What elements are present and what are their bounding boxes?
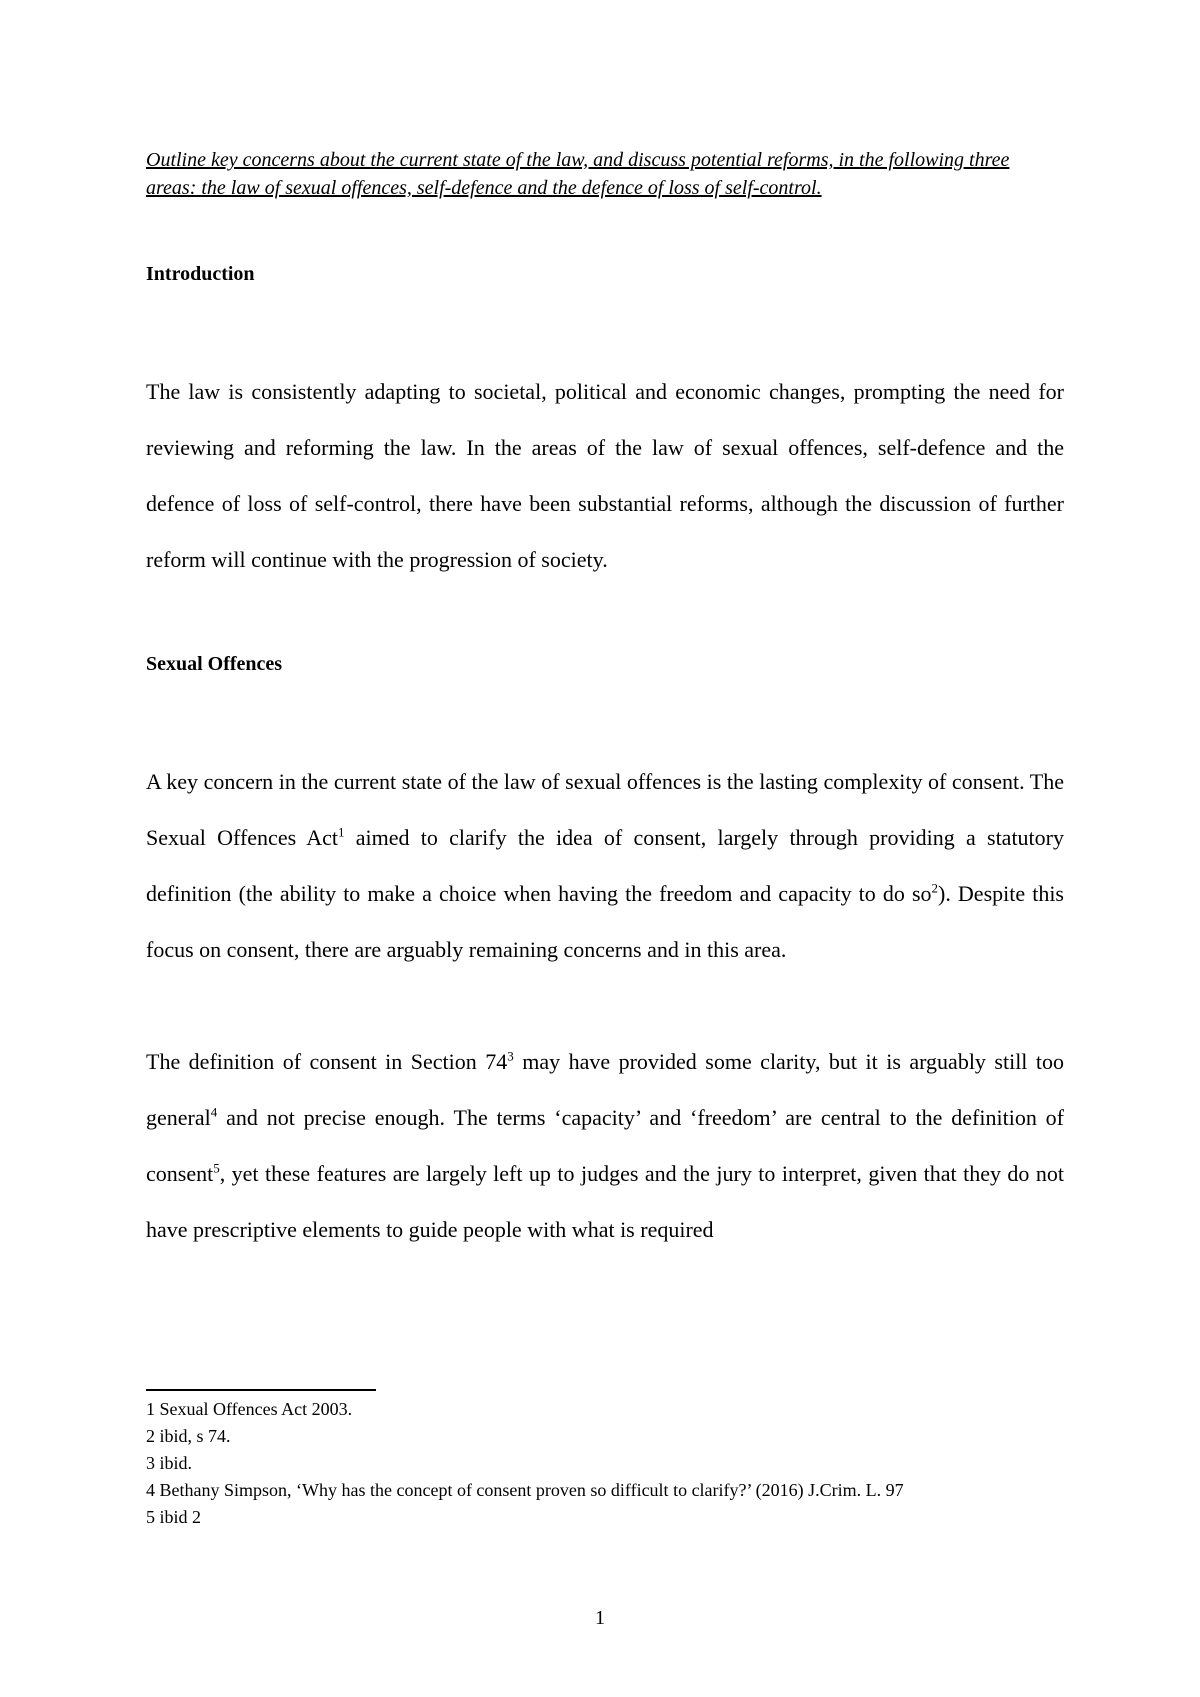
text-run: ). Despite this focus on consent, there are arguably remaining concerns and in this area.	[146, 881, 1064, 962]
heading-sexual-offences: Sexual Offences	[146, 653, 283, 675]
text-run: , yet these features are largely left up to judges and the jury to interpret, given that they do not have prescriptive elements to guide people with what is required	[146, 1161, 1064, 1242]
footnote-4: 4 Bethany Simpson, ‘Why has the concept of consent proven so difficult to clarify?’ (2016) J.Crim. L. 97	[146, 1480, 904, 1500]
footnote-3: 3 ibid.	[146, 1453, 193, 1473]
text-run: A key concern in the current state of the law of sexual offences is the lasting complexity of consent. The Sexual Offences Act	[146, 769, 1064, 850]
document-body	[146, 146, 1064, 1258]
footnote-5: 5 ibid 2	[146, 1507, 202, 1527]
text-run: The definition of consent in Section 74	[146, 1049, 508, 1074]
footnotes	[146, 1396, 1064, 1531]
footnote-ref-5[interactable]: 5	[213, 1160, 220, 1176]
footnote-ref-1[interactable]: 1	[337, 824, 345, 840]
text-run: may have provided some clarity, but it is arguably still too general	[146, 1049, 1065, 1130]
footnote-2: 2 ibid, s 74.	[146, 1426, 231, 1446]
paragraph-sexual-offences-2	[146, 1034, 1064, 1258]
text-run: aimed to clarify the idea of consent, largely through providing a statutory definition (the ability to make a choice when having the freedom and capacity to do so	[146, 825, 1064, 906]
footnote-ref-2[interactable]: 2	[931, 880, 939, 896]
footnote-ref-4[interactable]: 4	[210, 1104, 218, 1120]
heading-introduction: Introduction	[146, 263, 255, 285]
page-number: 1	[595, 1607, 605, 1629]
paragraph-sexual-offences-1	[146, 754, 1064, 978]
footnote-separator	[146, 1389, 376, 1391]
footnote-ref-3[interactable]: 3	[507, 1048, 514, 1064]
footnote-1: 1 Sexual Offences Act 2003.	[146, 1399, 353, 1419]
essay-question-title: Outline key concerns about the current state of the law, and discuss potential reforms, in the following three areas: the law of sexual offences, self-defence and the defence of loss of self-control.	[146, 149, 1010, 199]
paragraph-introduction: The law is consistently adapting to societal, political and economic changes, prompting the need for reviewing and reforming the law. In the areas of the law of sexual offences, self-defence and the defence of loss of self-control, there have been substantial reforms, although the discussion of further reform will continue with the progression of society.	[146, 379, 1064, 572]
text-run: and not precise enough. The terms ‘capacity’ and ‘freedom’ are central to the definition of consent	[146, 1105, 1064, 1186]
